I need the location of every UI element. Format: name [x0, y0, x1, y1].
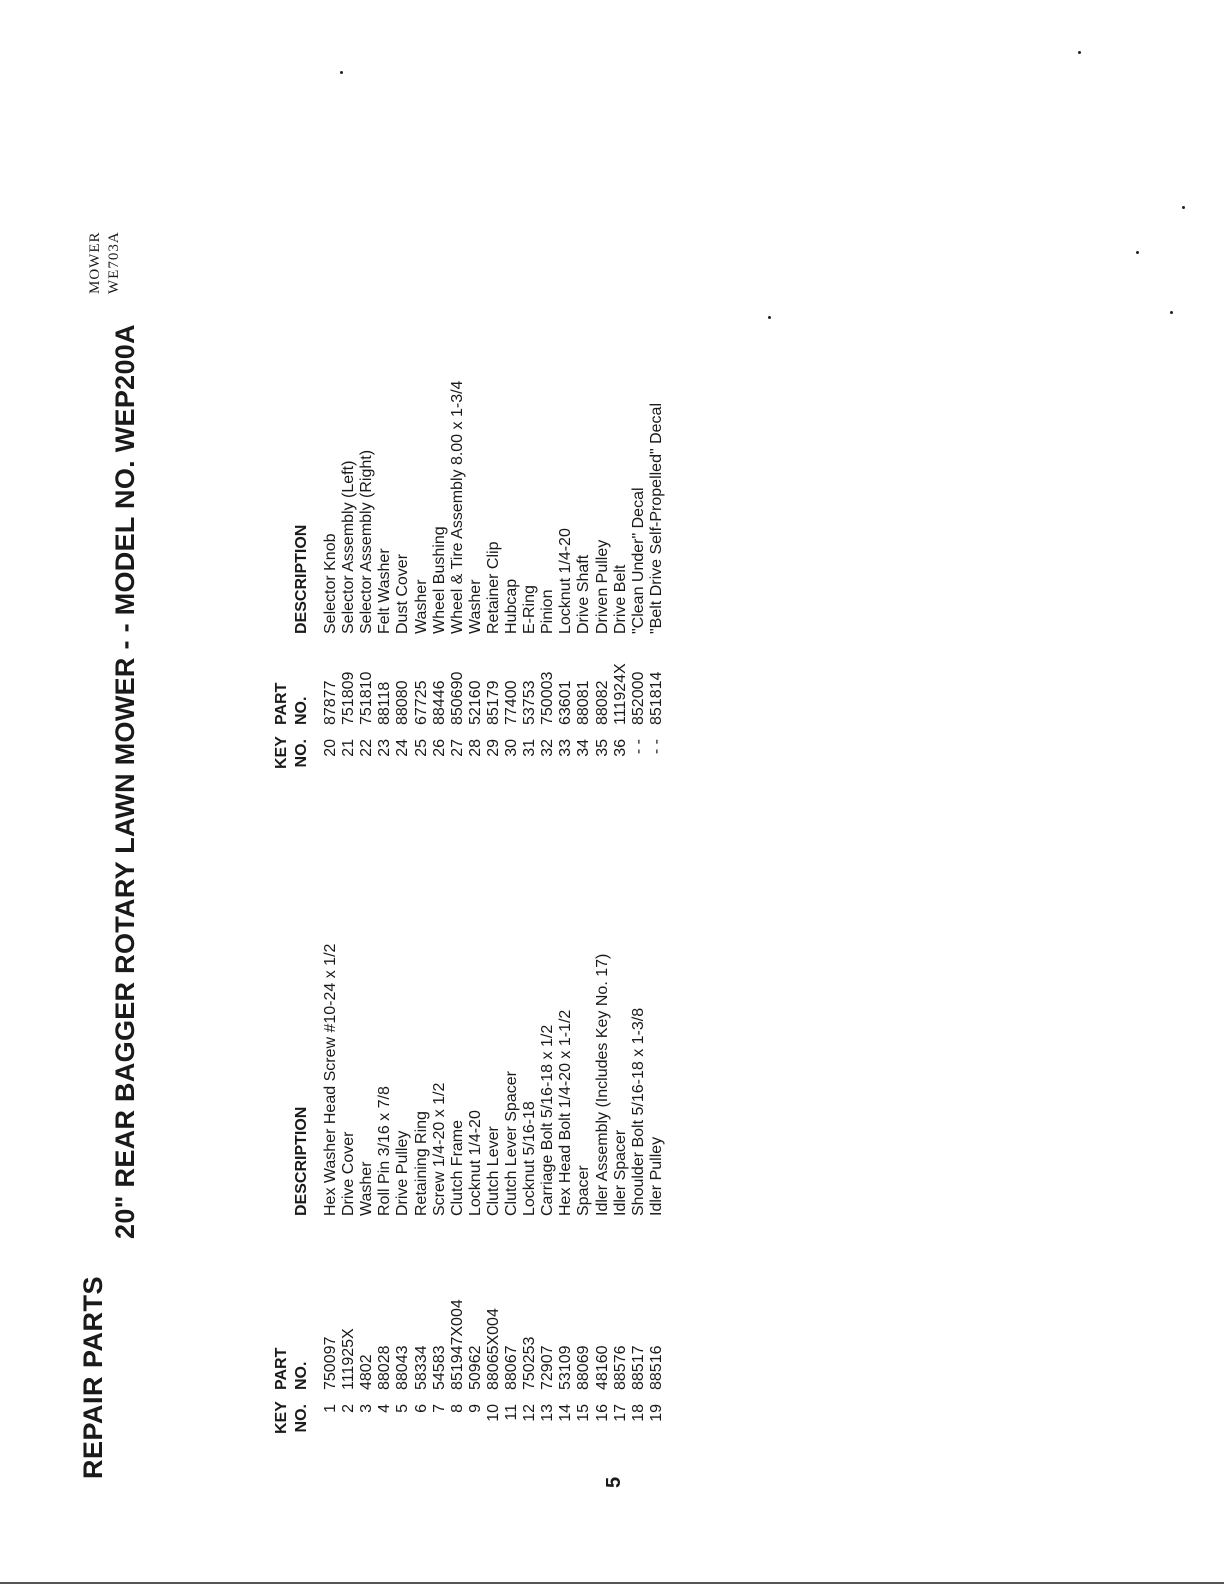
description: Hex Washer Head Screw #10-24 x 1/2: [322, 943, 339, 1216]
part-no: 88118: [376, 681, 394, 725]
part-no: 88082: [593, 680, 611, 725]
key-header-2: NO.: [293, 739, 310, 768]
key-no: 9: [466, 1404, 484, 1413]
description: Hex Head Bolt 1/4-20 x 1-1/2: [557, 1009, 575, 1216]
model-reference: [86, 231, 124, 294]
description: Clutch Frame: [448, 1119, 466, 1216]
part-no: 750097: [322, 1336, 339, 1390]
key-no: 20: [322, 739, 339, 757]
page-title: 20" REAR BAGGER ROTARY LAWN MOWER - - MODEL NO. WEP200A: [110, 324, 140, 1239]
parts-table-right: [272, 169, 712, 769]
ref-line-1: MOWER: [87, 231, 103, 294]
part-no: 750253: [521, 1336, 539, 1390]
part-no: 88081: [575, 680, 593, 725]
key-no: 21: [340, 739, 358, 757]
table-row: [413, 874, 431, 1434]
part-no: 48160: [593, 1345, 611, 1390]
part-no: 851947X004: [448, 1299, 466, 1390]
description: Washer: [466, 579, 484, 634]
part-no: 111925X: [340, 1328, 358, 1390]
key-no: 33: [557, 739, 575, 757]
part-no: 54583: [430, 1345, 448, 1390]
key-no: 11: [503, 1404, 520, 1421]
table-row: [612, 169, 630, 769]
table-row: [340, 874, 358, 1434]
table-row: [376, 874, 394, 1434]
key-no: 18: [629, 1404, 647, 1422]
description: Carriage Bolt 5/16-18 x 1/2: [539, 1024, 557, 1216]
description: Drive Shaft: [575, 554, 593, 634]
part-no: 88067: [503, 1345, 520, 1390]
key-no: 1: [322, 1404, 339, 1413]
description: Wheel & Tire Assembly 8.00 x 1-3/4: [448, 380, 466, 634]
description: Dust Cover: [394, 553, 412, 634]
description: Washer: [412, 579, 430, 634]
description-header: DESCRIPTION: [293, 1106, 310, 1216]
table-row: [431, 874, 449, 1434]
table-row: [612, 874, 630, 1434]
key-no: 16: [593, 1404, 611, 1422]
description: Drive Cover: [340, 1131, 358, 1216]
key-no: 27: [448, 739, 466, 757]
key-no: 22: [358, 739, 376, 757]
table-row: [630, 874, 648, 1434]
part-no: 88028: [376, 1345, 394, 1390]
table-row: [485, 874, 503, 1434]
key-no: 15: [575, 1404, 593, 1422]
key-no: 28: [466, 739, 484, 757]
key-no: 13: [539, 1404, 557, 1422]
description: Idler Assembly (Includes Key No. 17): [593, 953, 611, 1216]
part-header-2: NO.: [293, 1361, 310, 1390]
table-row: [413, 169, 431, 769]
key-no: 10: [484, 1404, 502, 1422]
key-no: 26: [430, 739, 448, 757]
part-no: 72907: [539, 1345, 557, 1390]
table-row: [358, 874, 376, 1434]
part-no: 751810: [358, 671, 376, 725]
section-title: REPAIR PARTS: [78, 1275, 108, 1479]
key-header-1: KEY: [273, 1401, 290, 1434]
key-no: 6: [412, 1404, 430, 1413]
table-row: [648, 169, 666, 769]
part-no: 4802: [358, 1354, 376, 1390]
part-no: 58334: [412, 1345, 430, 1390]
description: Roll Pin 3/16 x 7/8: [376, 1086, 394, 1216]
description: Spacer: [575, 1165, 593, 1216]
key-no: 17: [611, 1404, 629, 1422]
table-row: [467, 874, 485, 1434]
key-no: 23: [376, 739, 394, 757]
key-no: 34: [575, 739, 593, 757]
part-no: 77400: [503, 680, 520, 725]
key-no: 24: [394, 739, 412, 757]
description: Felt Washer: [376, 548, 394, 634]
part-no: 88080: [394, 680, 412, 725]
table-row: [521, 169, 539, 769]
key-no: 14: [557, 1404, 575, 1422]
description: Retainer Clip: [484, 541, 502, 634]
part-no: 851814: [647, 671, 665, 725]
table-row: [575, 169, 593, 769]
description: Drive Belt: [611, 564, 629, 634]
table-row: [431, 169, 449, 769]
table-header: [272, 874, 312, 1434]
description: Idler Spacer: [611, 1129, 629, 1216]
table-row: [521, 874, 539, 1434]
key-no: 25: [412, 739, 430, 757]
table-header: [272, 169, 312, 769]
table-row: [575, 874, 593, 1434]
ref-line-2: WE703A: [106, 231, 122, 294]
table-row: [449, 874, 467, 1434]
key-no: 35: [593, 739, 611, 757]
part-no: 111924X: [611, 663, 629, 725]
description: Wheel Bushing: [430, 526, 448, 634]
table-row: [467, 169, 485, 769]
description: Retaining Ring: [412, 1111, 430, 1216]
table-row: [394, 169, 412, 769]
description: Washer: [358, 1161, 376, 1216]
table-row: [539, 169, 557, 769]
part-header-1: PART: [273, 1347, 290, 1390]
table-row: [376, 169, 394, 769]
key-no: 12: [521, 1404, 539, 1422]
table-row: [358, 169, 376, 769]
table-row: [594, 874, 612, 1434]
key-header-2: NO.: [293, 1404, 310, 1433]
description: Hubcap: [503, 578, 520, 634]
part-no: 88069: [575, 1345, 593, 1390]
key-no: 8: [448, 1404, 466, 1413]
part-no: 85179: [484, 680, 502, 725]
table-row: [340, 169, 358, 769]
key-no: 30: [503, 739, 520, 757]
description: Clutch Lever: [484, 1126, 502, 1216]
part-no: 88576: [611, 1345, 629, 1390]
table-row: [394, 874, 412, 1434]
table-row: [449, 169, 467, 769]
page-number: 5: [603, 1476, 625, 1488]
key-no: 5: [394, 1404, 412, 1413]
description: Idler Pulley: [647, 1136, 665, 1216]
table-row: [648, 874, 666, 1434]
key-no: 36: [611, 739, 629, 757]
description: "Belt Drive Self-Propelled" Decal: [647, 402, 665, 634]
part-no: 63601: [557, 680, 575, 725]
table-row: [594, 169, 612, 769]
part-no: 88446: [430, 680, 448, 725]
part-no: 53109: [557, 1345, 575, 1390]
description: Driven Pulley: [593, 539, 611, 634]
description: Selector Assembly (Left): [340, 460, 358, 634]
part-no: 52160: [466, 680, 484, 725]
description: Locknut 5/16-18: [521, 1101, 539, 1216]
key-no: 29: [484, 739, 502, 757]
key-no: 2: [340, 1404, 358, 1413]
description: Selector Knob: [322, 533, 339, 634]
part-no: 88043: [394, 1345, 412, 1390]
description: Screw 1/4-20 x 1/2: [430, 1082, 448, 1216]
description: Locknut 1/4-20: [466, 1110, 484, 1216]
part-header-2: NO.: [293, 696, 310, 725]
description: Pinion: [539, 589, 557, 634]
table-row: [322, 169, 340, 769]
part-no: 87877: [322, 680, 339, 725]
key-no: - -: [647, 739, 665, 755]
key-no: 31: [521, 739, 539, 757]
description-header: DESCRIPTION: [293, 524, 310, 634]
part-no: 88065X004: [484, 1308, 502, 1390]
part-no: 88516: [647, 1345, 665, 1390]
part-header-1: PART: [273, 682, 290, 725]
description: Drive Pulley: [394, 1130, 412, 1216]
table-row: [485, 169, 503, 769]
table-row: [503, 169, 521, 769]
key-no: 4: [376, 1404, 394, 1413]
table-row: [539, 874, 557, 1434]
description: Clutch Lever Spacer: [503, 1071, 520, 1216]
description: E-Ring: [521, 585, 539, 634]
key-no: 3: [358, 1404, 376, 1413]
description: Selector Assembly (Right): [358, 449, 376, 634]
key-no: 7: [430, 1404, 448, 1413]
table-row: [557, 169, 575, 769]
description: Shoulder Bolt 5/16-18 x 1-3/8: [629, 1007, 647, 1216]
part-no: 750003: [539, 671, 557, 725]
part-no: 852000: [629, 671, 647, 725]
key-no: 19: [647, 1404, 665, 1422]
description: "Clean Under" Decal: [629, 487, 647, 634]
description: Locknut 1/4-20: [557, 528, 575, 634]
part-no: 751809: [340, 671, 358, 725]
part-no: 53753: [521, 680, 539, 725]
key-no: - -: [629, 739, 647, 755]
table-row: [630, 169, 648, 769]
part-no: 50962: [466, 1345, 484, 1390]
part-no: 88517: [629, 1345, 647, 1390]
part-no: 67725: [412, 680, 430, 725]
table-row: [557, 874, 575, 1434]
parts-table-left: [272, 874, 712, 1434]
table-row: [322, 874, 340, 1434]
key-no: 32: [539, 739, 557, 757]
part-no: 850690: [448, 671, 466, 725]
key-header-1: KEY: [273, 736, 290, 769]
table-row: [503, 874, 521, 1434]
